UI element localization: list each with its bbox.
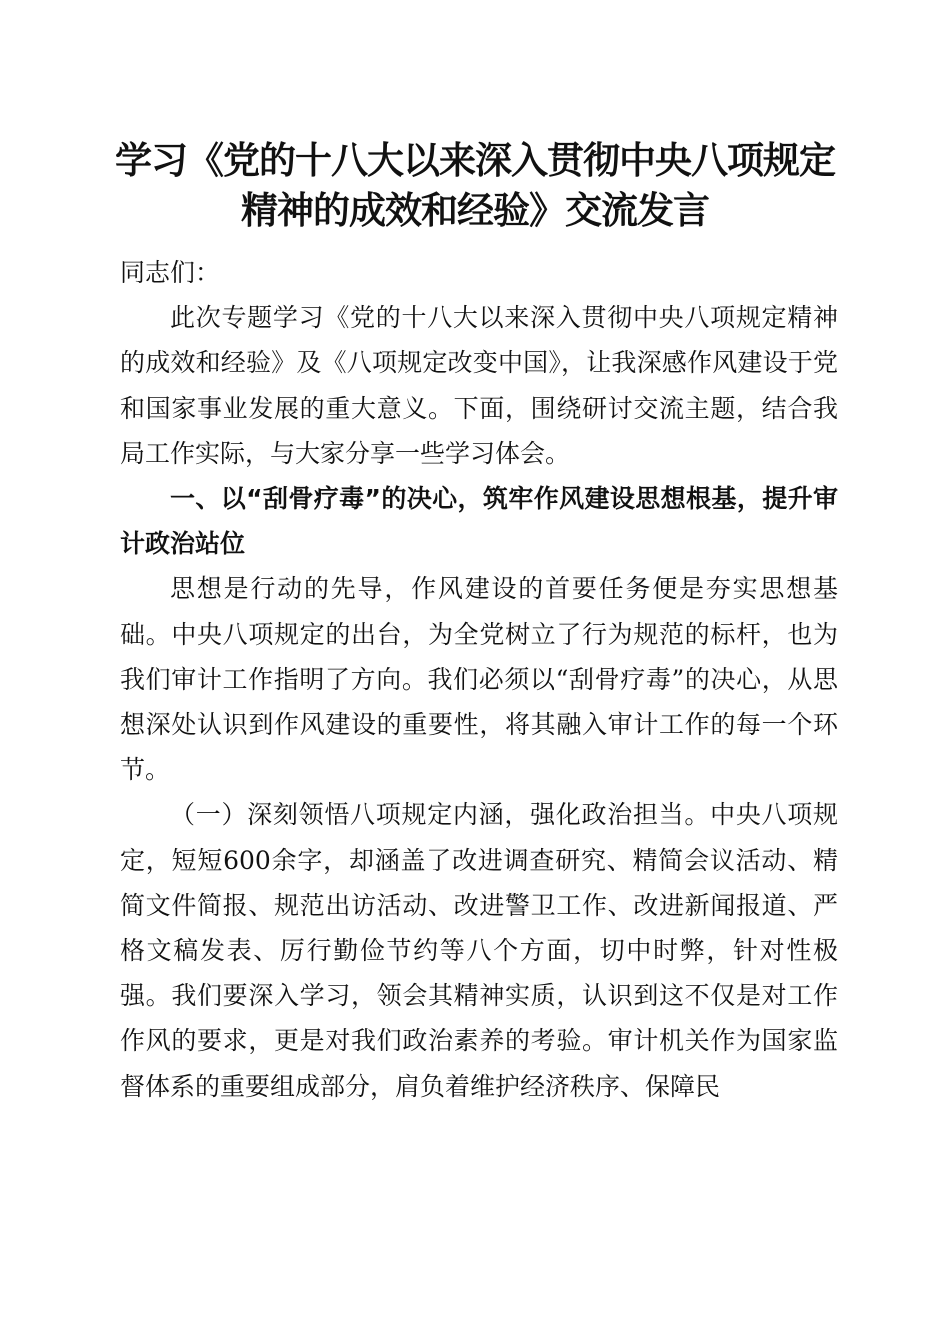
subsection-1-paragraph (120, 792, 838, 1108)
intro-paragraph: 此次专题学习《党的十八大以来深入贯彻中央八项规定精神的成效和经验》及《八项规定改变中国》，让我深感作风建设于党和国家事业发展的重大意义。下面，围绕研讨交流主题，结合我局工作实际，与大家分享一些学习体会。 (120, 303, 838, 468)
subsection-1-lead: （一）深刻领悟八项规定内涵，强化政治担当。 (170, 800, 711, 830)
subsection-1-text: 中央八项规定，短短600余字，却涵盖了改进调查研究、精简会议活动、精简文件简报、规范出访活动、改进警卫工作、改进新闻报道、严格文稿发表、厉行勤俭节约等八个方面，切中时弊，针对性极强。我们要深入学习，领会其精神实质，认识到这不仅是对工作作风的要求，更是对我们政治素养的考验。审计机关作为国家监督体系的重要组成部分，肩负着维护经济秩序、保障民 (120, 800, 838, 1101)
section-1-paragraph: 思想是行动的先导，作风建设的首要任务便是夯实思想基础。中央八项规定的出台，为全党树立了行为规范的标杆，也为我们审计工作指明了方向。我们必须以“刮骨疗毒”的决心，从思想深处认识到作风建设的重要性，将其融入审计工作的每一个环节。 (120, 574, 838, 785)
section-1-heading: 一、以“刮骨疗毒”的决心，筑牢作风建设思想根基，提升审计政治站位 (120, 484, 838, 559)
title-line-1: 学习《党的十八大以来深入贯彻中央八项规定 (115, 139, 835, 182)
salutation: 同志们： (120, 258, 221, 287)
title-line-2: 精神的成效和经验》交流发言 (241, 189, 709, 232)
document-title (100, 136, 850, 236)
document-body (120, 250, 838, 1109)
